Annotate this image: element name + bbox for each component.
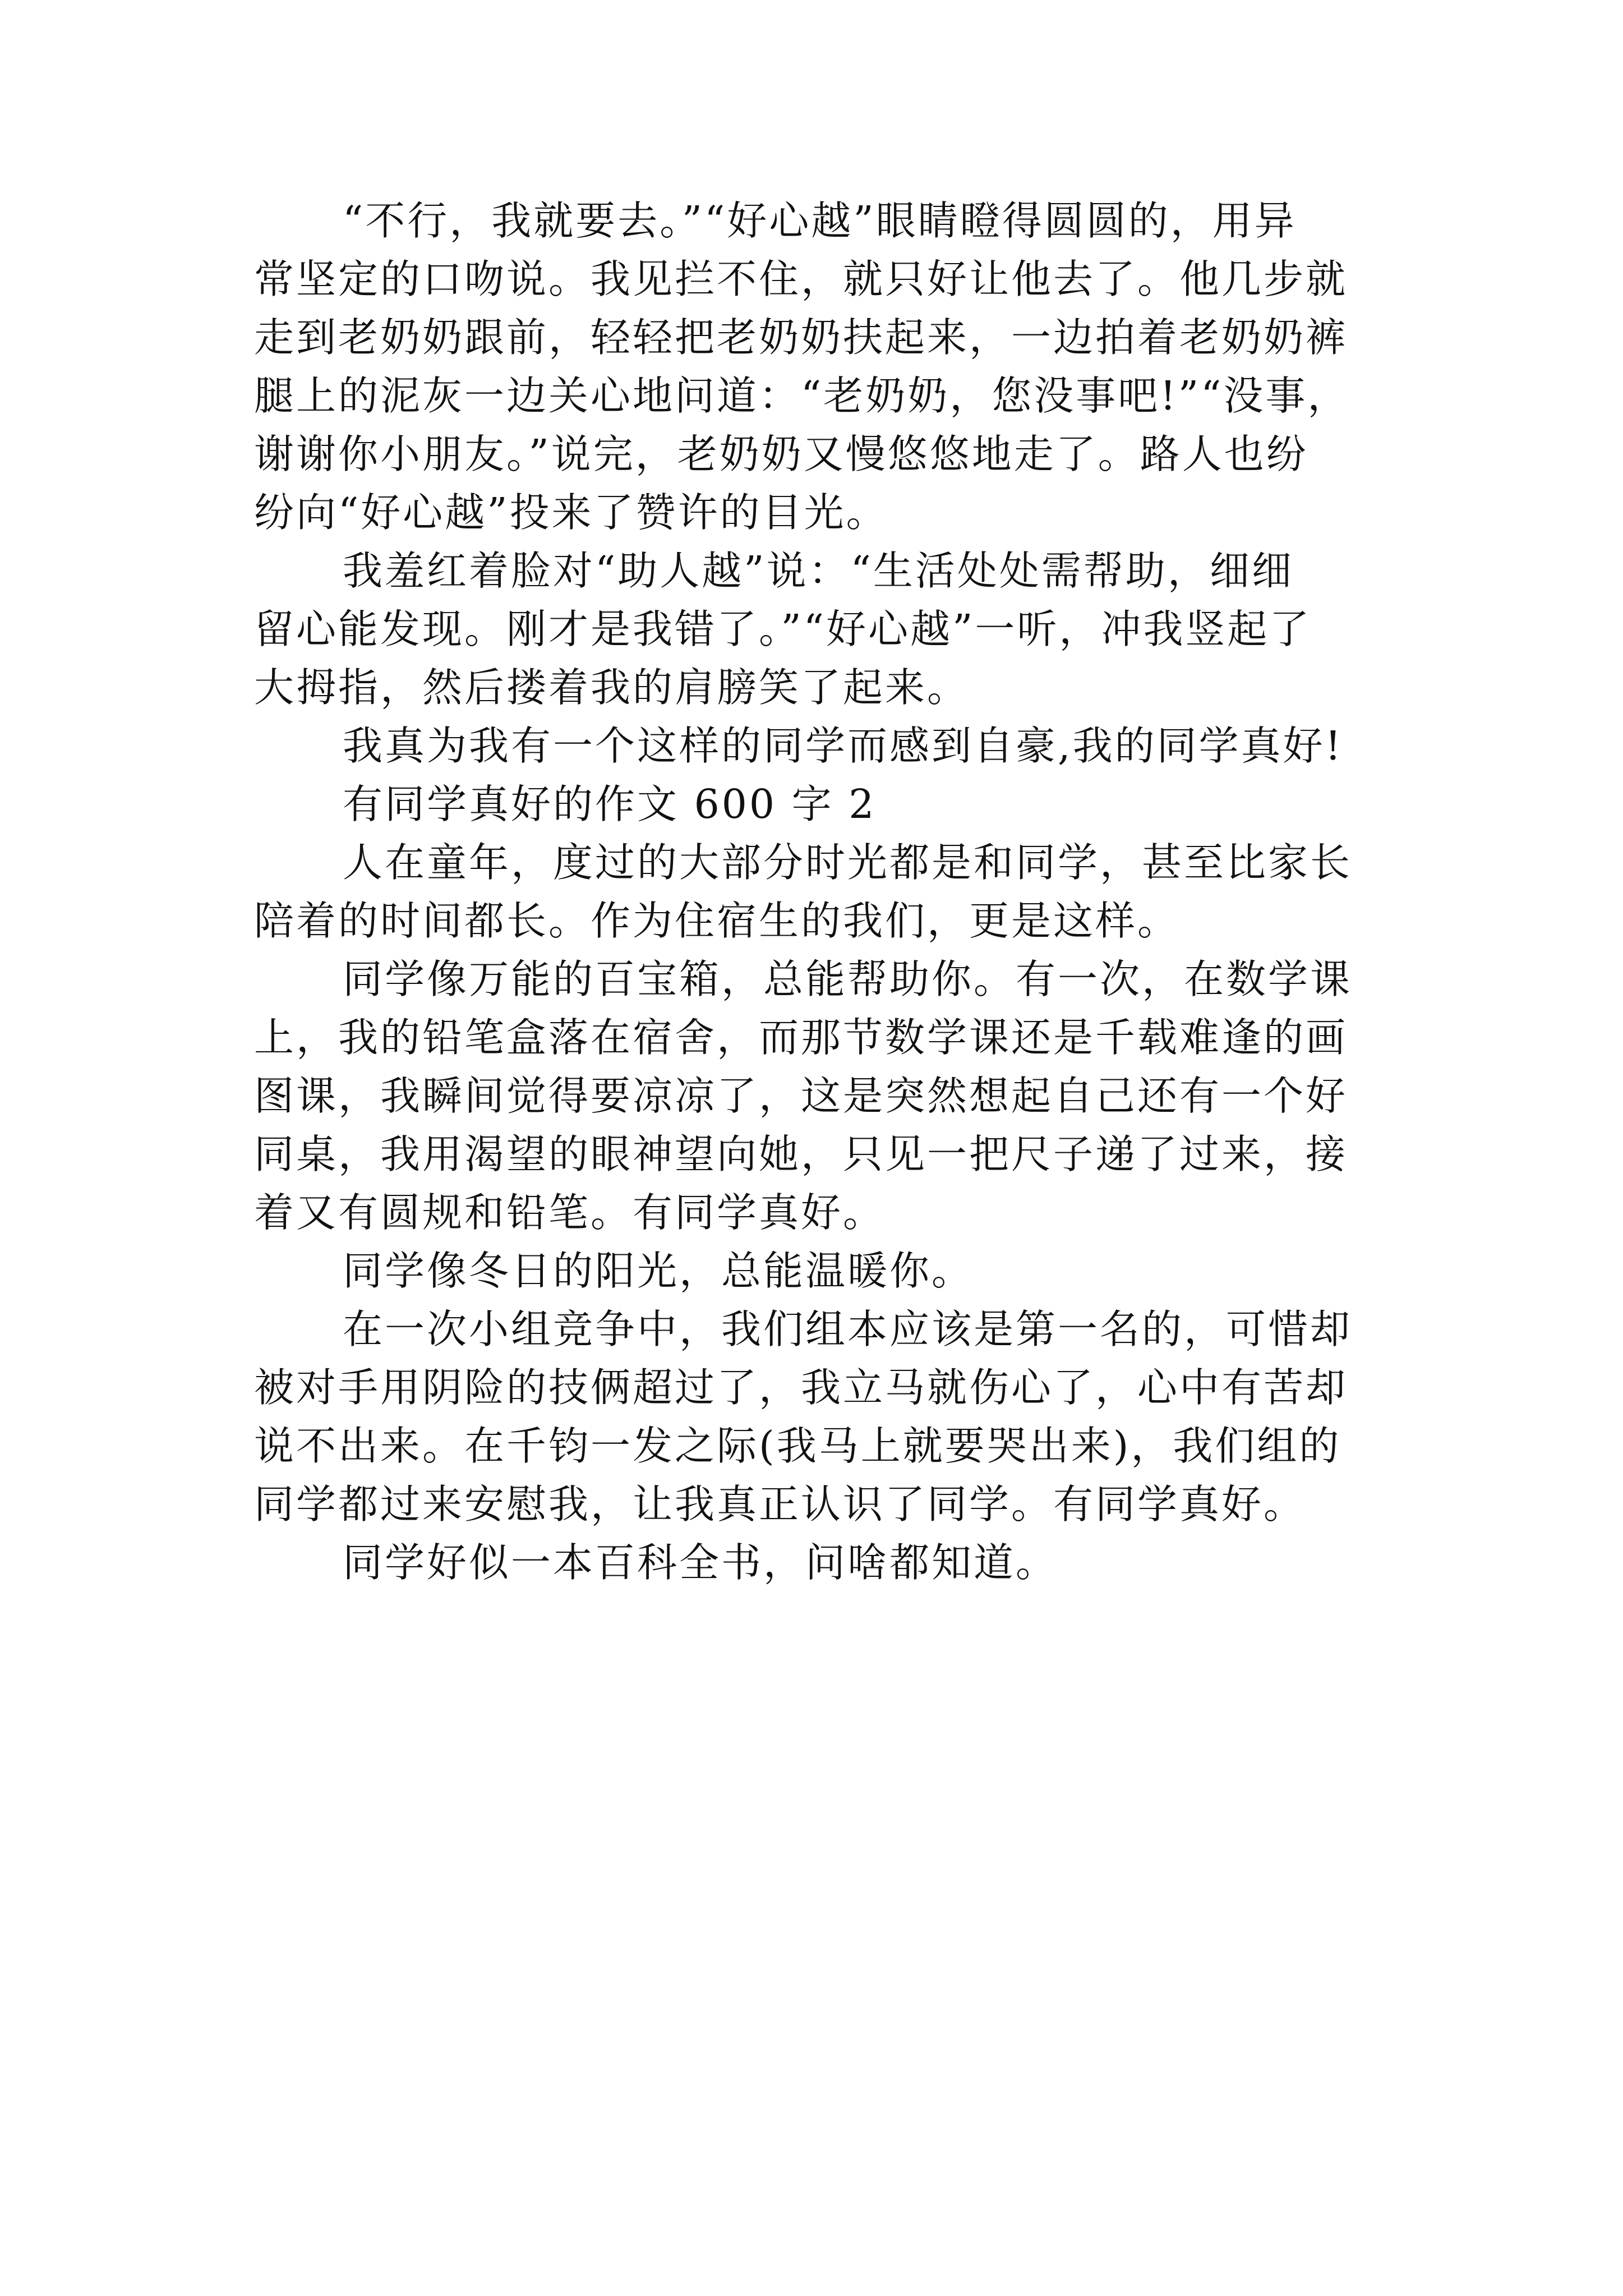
text-line: 大拇指，然后搂着我的肩膀笑了起来。 [254,664,970,711]
text-line: 我羞红着脸对“助人越”说：“生活处处需帮助，细细 [343,547,1294,594]
text-line: 被对手用阴险的技俩超过了，我立马就伤心了，心中有苦却 [254,1364,1348,1411]
text-line: 上，我的铅笔盒落在宿舍，而那节数学课还是千载难逢的画 [254,1014,1348,1061]
text-line: 谢谢你小朋友。”说完，老奶奶又慢悠悠地走了。路人也纷 [254,431,1308,477]
text-line: 人在童年，度过的大部分时光都是和同学，甚至比家长 [343,839,1353,886]
text-line: 说不出来。在千钧一发之际(我马上就要哭出来)，我们组的 [254,1423,1341,1469]
text-line: 走到老奶奶跟前，轻轻把老奶奶扶起来，一边拍着老奶奶裤 [254,314,1348,361]
text-line: 陪着的时间都长。作为住宿生的我们，更是这样。 [254,898,1180,944]
text-line: 腿上的泥灰一边关心地问道：“老奶奶，您没事吧!”“没事， [254,372,1350,419]
text-line: 图课，我瞬间觉得要凉凉了，这是突然想起自己还有一个好 [254,1073,1348,1119]
text-line: 着又有圆规和铅笔。有同学真好。 [254,1189,886,1236]
text-line: 同桌，我用渴望的眼神望向她，只见一把尺子递了过来，接 [254,1131,1348,1177]
text-line: 同学好似一本百科全书，问啥都知道。 [343,1539,1058,1586]
text-line: 在一次小组竞争中，我们组本应该是第一名的，可惜却 [343,1306,1353,1352]
text-line: 同学像万能的百宝箱，总能帮助你。有一次，在数学课 [343,956,1353,1002]
text-line: “不行，我就要去。”“好心越”眼睛瞪得圆圆的，用异 [343,197,1297,244]
section-heading: 有同学真好的作文 600 字 2 [343,781,877,827]
text-line: 纷向“好心越”投来了赞许的目光。 [254,489,888,536]
text-line: 同学都过来安慰我，让我真正认识了同学。有同学真好。 [254,1481,1306,1527]
text-line: 留心能发现。刚才是我错了。”“好心越”一听，冲我竖起了 [254,606,1312,652]
text-line: 常坚定的口吻说。我见拦不住，就只好让他去了。他几步就 [254,256,1348,302]
text-line: 同学像冬日的阳光，总能温暖你。 [343,1248,974,1294]
text-line: 我真为我有一个这样的同学而感到自豪,我的同学真好! [343,723,1344,769]
document-body [254,194,1387,1594]
